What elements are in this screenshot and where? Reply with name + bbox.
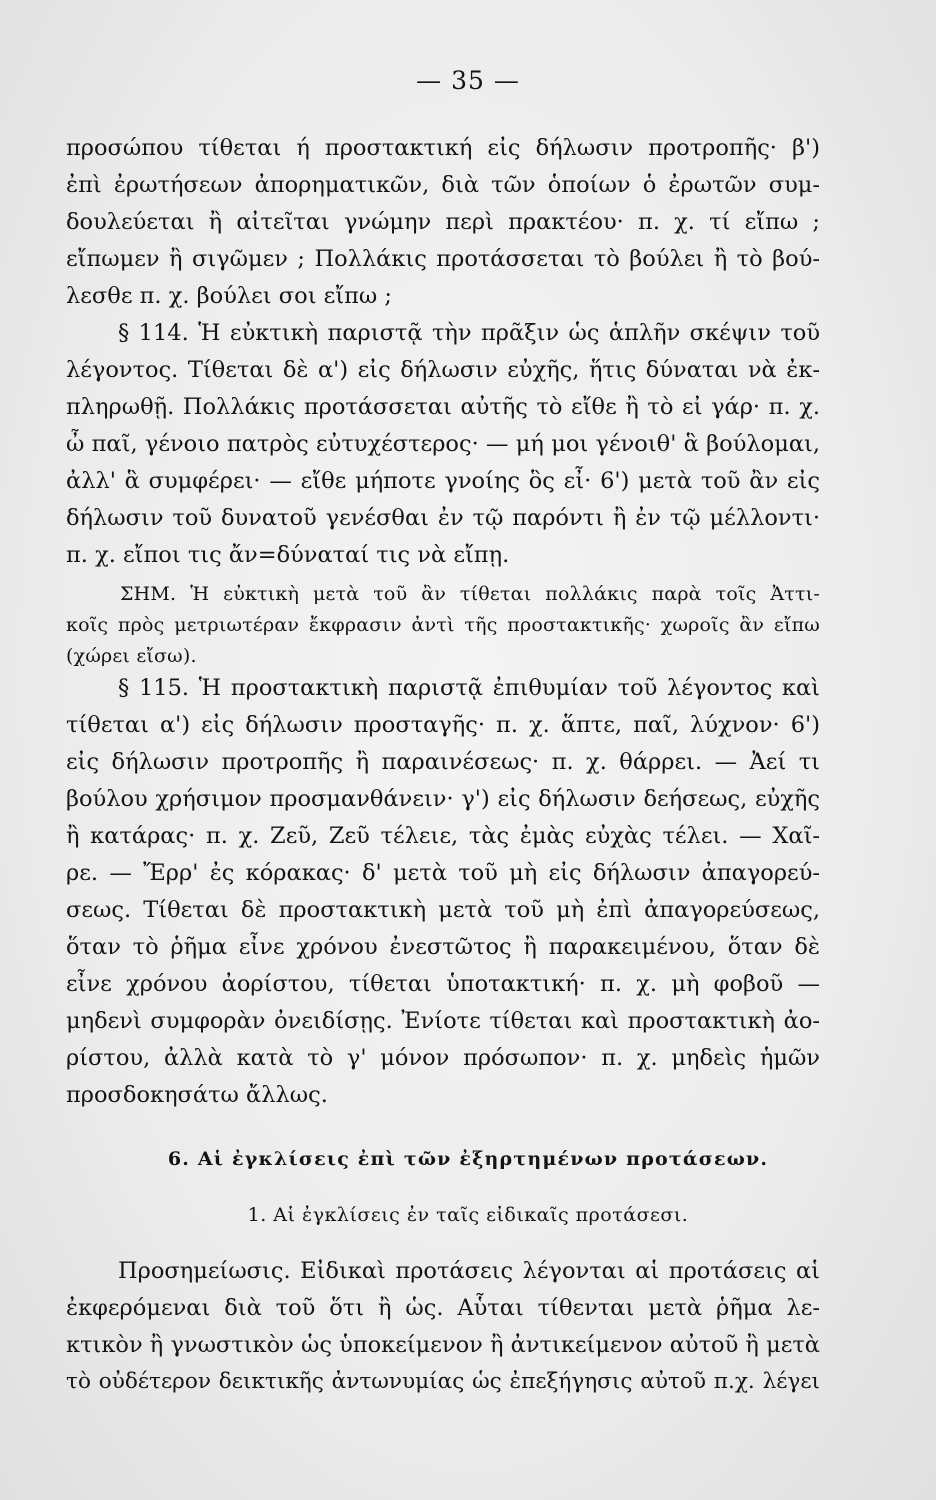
- text-line: δήλωσιν τοῦ δυνατοῦ γενέσθαι ἐν τῷ παρόντι ἢ ἐν τῷ μέλλοντι·: [66, 505, 820, 531]
- text-line: εἴπωμεν ἢ σιγῶμεν ; Πολλάκις προτάσσεται τὸ βούλει ἢ τὸ βού-: [66, 246, 820, 272]
- text-line: βούλου χρήσιμον προσμανθάνειν· γ') εἰς δήλωσιν δεήσεως, εὐχῆς: [66, 786, 820, 812]
- text-line: μηδενὶ συμφορὰν ὀνειδίσῃς. Ἐνίοτε τίθεται καὶ προστακτικὴ ἀο-: [66, 1008, 820, 1034]
- text-line: τίθεται α') εἰς δήλωσιν προσταγῆς· π. χ. ἅπτε, παῖ, λύχνον· 6'): [66, 712, 820, 738]
- section-heading: 6. Αἱ ἐγκλίσεις ἐπὶ τῶν ἐξηρτημένων προτάσεων.: [167, 1148, 769, 1170]
- subsection-heading: 1. Αἱ ἐγκλίσεις ἐν ταῖς εἰδικαῖς προτάσεσι.: [247, 1204, 689, 1226]
- text-line: ἐκφερόμεναι διὰ τοῦ ὅτι ἢ ὡς. Αὗται τίθενται μετὰ ῥῆμα λε-: [66, 1295, 820, 1321]
- text-line: προσδοκησάτω ἄλλως.: [66, 1082, 328, 1108]
- note-line: (χώρει εἴσω).: [66, 645, 197, 667]
- text-line: τὸ οὐδέτερον δεικτικῆς ἀντωνυμίας ὡς ἐπεξήγησις αὐτοῦ π.χ. λέγει: [66, 1369, 820, 1394]
- section-115-start: § 115. Ἡ προστακτικὴ παριστᾷ ἐπιθυμίαν τοῦ λέγοντος καὶ: [118, 675, 820, 701]
- text-line: ρίστου, ἀλλὰ κατὰ τὸ γ' μόνον πρόσωπον· π. χ. μηδεὶς ἡμῶν: [66, 1045, 820, 1071]
- text-line: κτικὸν ἢ γνωστικὸν ὡς ὑποκείμενον ἢ ἀντικείμενον αὐτοῦ ἢ μετὰ: [66, 1332, 820, 1358]
- text-line: λεσθε π. χ. βούλει σοι εἴπω ;: [66, 283, 393, 309]
- text-line: ἢ κατάρας· π. χ. Ζεῦ, Ζεῦ τέλειε, τὰς ἐμὰς εὐχὰς τέλει. — Χαῖ-: [66, 823, 820, 849]
- text-line: ἀλλ' ἃ συμφέρει· — εἴθε μήποτε γνοίης ὃς εἶ· 6') μετὰ τοῦ ἂν εἰς: [66, 468, 820, 494]
- section-114-start: § 114. Ἡ εὐκτικὴ παριστᾷ τὴν πρᾶξιν ὡς ἁπλῆν σκέψιν τοῦ: [118, 320, 820, 346]
- text-line: προσώπου τίθεται ή προστακτική εἰς δήλωσιν προτροπῆς· β'): [66, 135, 820, 161]
- text-line: π. χ. εἴποι τις ἄν=δύναταί τις νὰ εἴπῃ.: [66, 542, 510, 568]
- note-line: κοῖς πρὸς μετριωτέραν ἔκφρασιν ἀντὶ τῆς προστακτικῆς· χωροῖς ἂν εἴπω: [66, 614, 820, 636]
- preliminary-note-start: Προσημείωσις. Εἰδικαὶ προτάσεις λέγονται αἱ προτάσεις αἱ: [118, 1258, 820, 1284]
- text-line: ρε. — Ἔρρ' ἐς κόρακας· δ' μετὰ τοῦ μὴ εἰς δήλωσιν ἀπαγορεύ-: [66, 860, 820, 886]
- text-line: σεως. Τίθεται δὲ προστακτικὴ μετὰ τοῦ μὴ ἐπὶ ἀπαγορεύσεως,: [66, 897, 820, 923]
- text-line: ἐπὶ ἐρωτήσεων ἀπορηματικῶν, διὰ τῶν ὁποίων ὁ ἐρωτῶν συμ-: [66, 172, 820, 198]
- note-line: ΣΗΜ. Ἡ εὐκτικὴ μετὰ τοῦ ἂν τίθεται πολλάκις παρὰ τοῖς Ἀττι-: [120, 583, 820, 605]
- text-line: δουλεύεται ἢ αἰτεῖται γνώμην περὶ πρακτέου· π. χ. τί εἴπω ;: [66, 209, 820, 235]
- text-line: εἰς δήλωσιν προτροπῆς ἢ παραινέσεως· π. χ. θάρρει. — Ἀεί τι: [66, 749, 820, 775]
- page-number: — 35 —: [416, 66, 520, 95]
- text-line: ὅταν τὸ ῥῆμα εἶνε χρόνου ἐνεστῶτος ἢ παρακειμένου, ὅταν δὲ: [66, 934, 820, 960]
- text-line: ὦ παῖ, γένοιο πατρὸς εὐτυχέστερος· — μή μοι γένοιθ' ἃ βούλομαι,: [66, 431, 820, 457]
- text-line: λέγοντος. Τίθεται δὲ α') εἰς δήλωσιν εὐχῆς, ἥτις δύναται νὰ ἐκ-: [66, 357, 820, 383]
- text-line: πληρωθῇ. Πολλάκις προτάσσεται αὐτῆς τὸ εἴθε ἢ τὸ εἰ γάρ· π. χ.: [66, 394, 820, 420]
- text-line: εἶνε χρόνου ἀορίστου, τίθεται ὑποτακτική· π. χ. μὴ φοβοῦ —: [66, 971, 820, 997]
